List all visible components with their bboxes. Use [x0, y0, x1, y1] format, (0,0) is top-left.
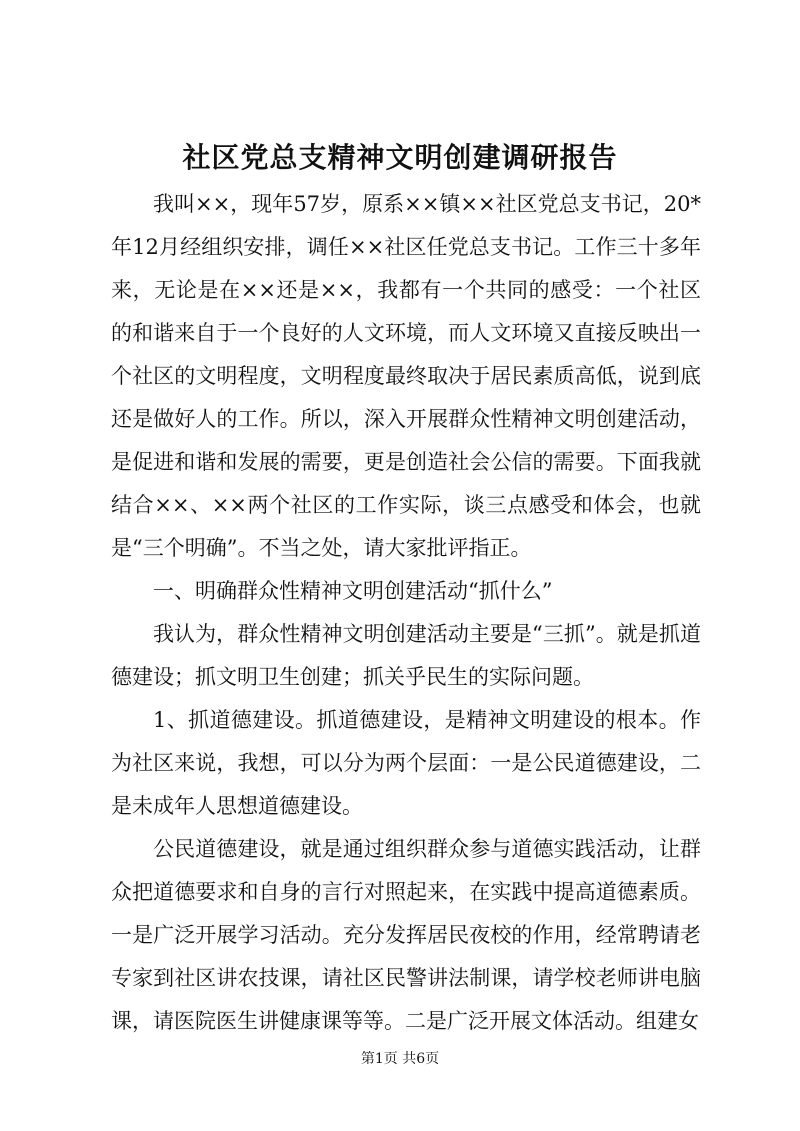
paragraph-civic-morality: 公民道德建设，就是通过组织群众参与道德实践活动，让群众把道德要求和自身的言行对照起来，在实践中提高道德素质。一是广泛开展学习活动。充分发挥居民夜校的作用，经常聘请老专家到社区讲农技课，请社区民警讲法制课，请学校老师讲电脑课，请医院医生讲健康课等等。二是广泛开展文体活动。组建女 [111, 837, 701, 1033]
paragraph-moral-construction: 1、抓道德建设。抓道德建设，是精神文明建设的根本。作为社区来说，我想，可以分为两个层面：一是公民道德建设，二是未成年人思想道德建设。 [111, 708, 701, 818]
page-number-footer: 第1页 共6页 [360, 1051, 440, 1067]
document-title: 社区党总支精神文明创建调研报告 [182, 141, 618, 174]
section-heading-1: 一、明确群众性精神文明创建活动“抓什么” [153, 579, 553, 603]
document-body [111, 183, 701, 1043]
paragraph-three-focus: 我认为，群众性精神文明创建活动主要是“三抓”。就是抓道德建设；抓文明卫生创建；抓关乎民生的实际问题。 [111, 622, 701, 689]
paragraph-intro: 我叫××，现年57岁，原系××镇××社区党总支书记，20*年12月经组织安排，调任××社区任党总支书记。工作三十多年来，无论是在××还是××，我都有一个共同的感受：一个社区的和谐来自于一个良好的人文环境，而人文环境又直接反映出一个社区的文明程度，文明程度最终取决于居民素质高低，说到底还是做好人的工作。所以，深入开展群众性精神文明创建活动，是促进和谐和发展的需要，更是创造社会公信的需要。下面我就结合××、××两个社区的工作实际，谈三点感受和体会，也就是“三个明确”。不当之处，请大家批评指正。 [111, 192, 701, 560]
